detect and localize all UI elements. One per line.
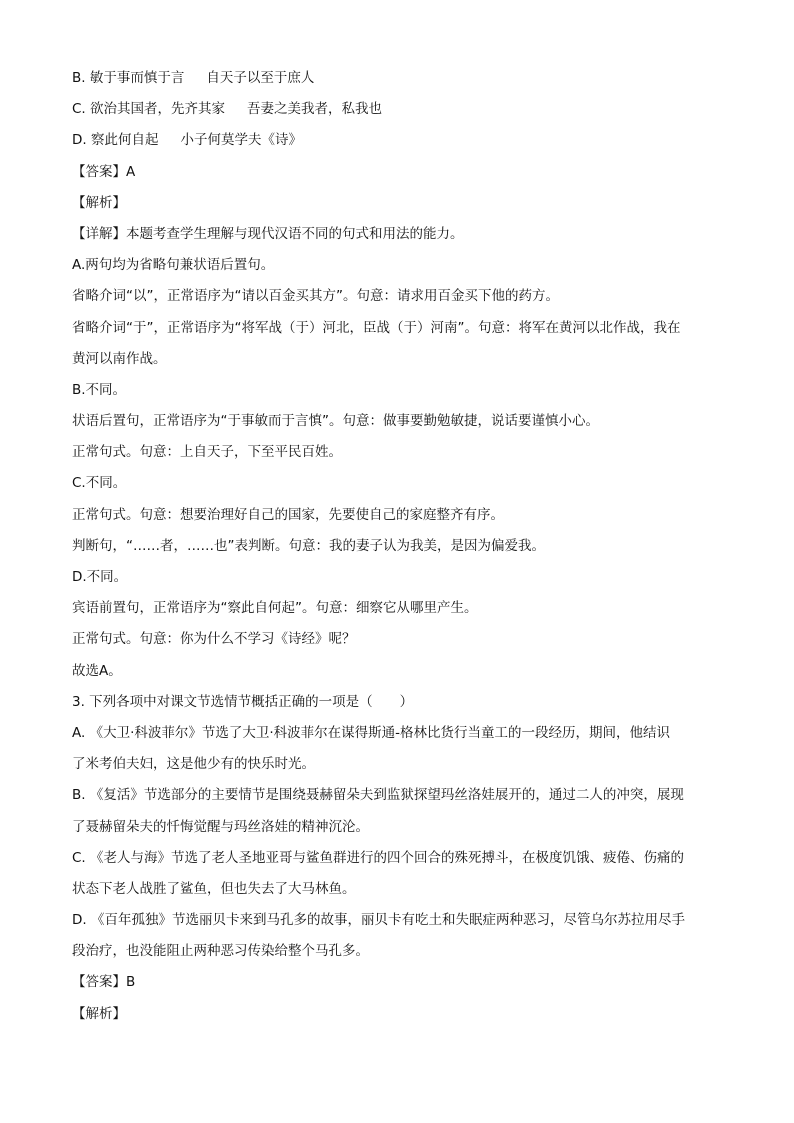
question-3-option-a: 了米考伯夫妇，这是他少有的快乐时光。 <box>72 756 315 773</box>
detail-line: 【详解】本题考查学生理解与现代汉语不同的句式和用法的能力。 <box>72 225 464 242</box>
paragraph-line: 故选A。 <box>72 662 122 679</box>
answer-line: 【答案】B <box>72 974 136 991</box>
paragraph-line: B.不同。 <box>72 381 127 398</box>
question-3-option-b: 了聂赫留朵夫的忏悔觉醒与玛丝洛娃的精神沉沦。 <box>72 818 369 835</box>
answer-line: 【答案】A <box>72 163 136 180</box>
question-3-stem: 3. 下列各项中对课文节选情节概括正确的一项是（ ） <box>72 693 414 710</box>
question-3-option-d: D. 《百年孤独》节选丽贝卡来到马孔多的故事，丽贝卡有吃土和失眠症两种恶习，尽管乌尔苏拉用尽手 <box>72 912 685 929</box>
paragraph-line: 正常句式。句意：上自天子，下至平民百姓。 <box>72 444 342 461</box>
option-d-line: D. 察此何自起 小子何莫学夫《诗》 <box>72 132 302 149</box>
document-page <box>72 63 722 1030</box>
paragraph-line: 判断句，“……者，……也”表判断。句意：我的妻子认为我美，是因为偏爱我。 <box>72 537 545 554</box>
question-3-option-d: 段治疗，也没能阻止两种恶习传染给整个马孔多。 <box>72 943 369 960</box>
analysis-heading: 【解析】 <box>72 1005 126 1022</box>
question-3-option-c: C. 《老人与海》节选了老人圣地亚哥与鲨鱼群进行的四个回合的殊死搏斗，在极度饥饿、疲倦、伤痛的 <box>72 849 685 866</box>
paragraph-line: 省略介词“以”，正常语序为“请以百金买其方”。句意：请求用百金买下他的药方。 <box>72 288 559 305</box>
paragraph-line: 正常句式。句意：想要治理好自己的国家，先要使自己的家庭整齐有序。 <box>72 506 504 523</box>
paragraph-line: 宾语前置句，正常语序为“察此自何起”。句意：细察它从哪里产生。 <box>72 600 478 617</box>
option-b-line: B. 敏于事而慎于言 自天子以至于庶人 <box>72 70 315 86</box>
question-3-option-b: B. 《复活》节选部分的主要情节是围绕聂赫留朵夫到监狱探望玛丝洛娃展开的，通过二人的冲突，展现 <box>72 787 684 804</box>
analysis-heading: 【解析】 <box>72 194 126 211</box>
question-3-option-a: A. 《大卫·科波菲尔》节选了大卫·科波菲尔在谋得斯通-格林比货行当童工的一段经历，期间，他结识 <box>72 724 671 741</box>
paragraph-line: C.不同。 <box>72 475 127 492</box>
paragraph-line: 状语后置句，正常语序为“于事敏而于言慎”。句意：做事要勤勉敏捷，说话要谨慎小心。 <box>72 413 599 430</box>
paragraph-line: A.两句均为省略句兼状语后置句。 <box>72 257 275 274</box>
paragraph-line: D.不同。 <box>72 569 128 585</box>
option-c-line: C. 欲治其国者，先齐其家 吾妻之美我者，私我也 <box>72 101 383 118</box>
paragraph-line: 黄河以南作战。 <box>72 350 167 367</box>
paragraph-line: 正常句式。句意：你为什么不学习《诗经》呢？ <box>72 631 356 648</box>
paragraph-line: 省略介词“于”，正常语序为“将军战（于）河北，臣战（于）河南”。句意：将军在黄河以北作战，我在 <box>72 319 681 336</box>
question-3-option-c: 状态下老人战胜了鲨鱼，但也失去了大马林鱼。 <box>72 880 356 897</box>
